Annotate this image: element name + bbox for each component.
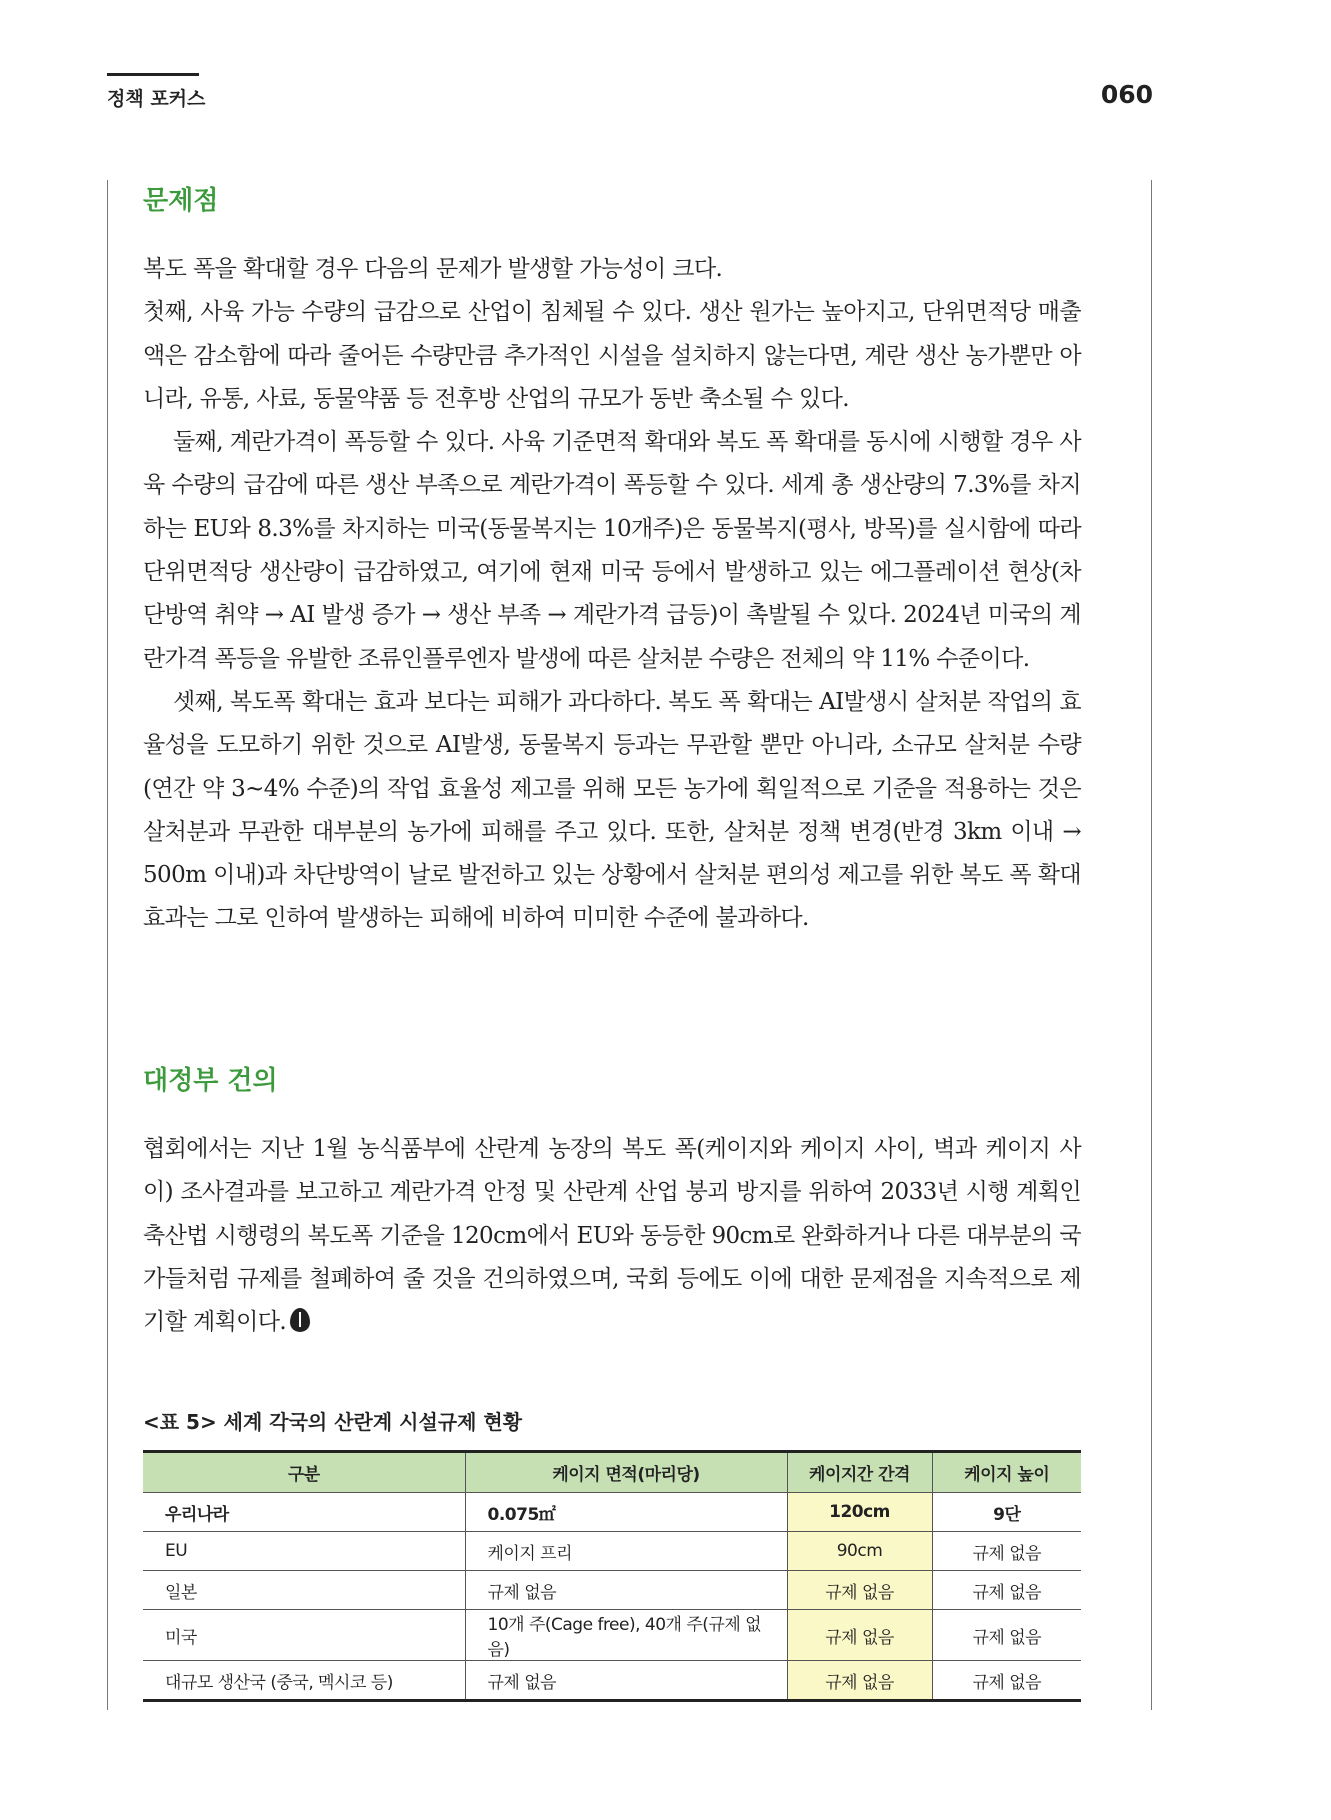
table-cell: 0.075㎡ [465,1493,787,1532]
problem-first: 첫째, 사육 가능 수량의 급감으로 산업이 침체될 수 있다. 생산 원가는 높아지고, 단위면적당 매출액은 감소함에 따라 줄어든 수량만큼 추가적인 시설을 설치하지 않는다면, 계란 생산 농가뿐만 아니라, 유통, 사료, 동물약품 등 전후방 산업의 규모가 동반 축소될 수 있다. [143,299,1081,412]
section-title-problems: 문제점 [143,186,219,216]
table-cell: 일본 [143,1571,465,1610]
table-cell: 90cm [787,1532,932,1571]
regulation-table [143,1450,1081,1702]
table-row [143,1571,1081,1610]
table-cell: 9단 [932,1493,1081,1532]
problem-second: 둘째, 계란가격이 폭등할 수 있다. 사육 기준면적 확대와 복도 폭 확대를 동시에 시행할 경우 사육 수량의 급감에 따른 생산 부족으로 계란가격이 폭등할 수 있다. 세계 총 생산량의 7.3%를 차지하는 EU와 8.3%를 차지하는 미국(동물복지는 10개주)은 동물복지(평사, 방목)를 실시함에 따라 단위면적당 생산량이 급감하였고, 여기에 현재 미국 등에서 발생하고 있는 에그플레이션 현상(차단방역 취약 → AI 발생 증가 → 생산 부족 → 계란가격 급등)이 촉발될 수 있다. 2024년 미국의 계란가격 폭등을 유발한 조류인플루엔자 발생에 따른 살처분 수량은 전체의 약 11% 수준이다. [143,429,1081,672]
table-cell: 우리나라 [143,1493,465,1532]
column-header: 케이지 면적(마리당) [465,1452,787,1493]
end-mark-icon [290,1308,310,1332]
column-header: 케이지간 간격 [787,1452,932,1493]
table-cell: 케이지 프리 [465,1532,787,1571]
table-header-row [143,1452,1081,1493]
table-cell: 규제 없음 [787,1610,932,1661]
table-cell: 규제 없음 [465,1661,787,1701]
column-header: 케이지 높이 [932,1452,1081,1493]
table-cell: 규제 없음 [932,1532,1081,1571]
table-cell: 미국 [143,1610,465,1661]
table-cell: 규제 없음 [932,1661,1081,1701]
table-cell: 120cm [787,1493,932,1532]
column-header: 구분 [143,1452,465,1493]
section-label: 정책 포커스 [107,88,206,110]
right-border-line [1151,180,1152,1710]
table-cell: 규제 없음 [465,1571,787,1610]
table-cell: 규제 없음 [932,1610,1081,1661]
table-cell: EU [143,1532,465,1571]
table-cell: 규제 없음 [787,1661,932,1701]
proposal-text: 협회에서는 지난 1월 농식품부에 산란계 농장의 복도 폭(케이지와 케이지 사이, 벽과 케이지 사이) 조사결과를 보고하고 계란가격 안정 및 산란계 산업 붕괴 방지를 위하여 2033년 시행 계획인 축산법 시행령의 복도폭 기준을 120cm에서 EU와 동등한 90cm로 완화하거나 다른 대부분의 국가들처럼 규제를 철폐하여 줄 것을 건의하였으며, 국회 등에도 이에 대한 문제점을 지속적으로 제기할 계획이다. [143,1136,1081,1336]
section-title-proposal: 대정부 건의 [143,1066,278,1096]
problem-third: 셋째, 복도폭 확대는 효과 보다는 피해가 과다하다. 복도 폭 확대는 AI발생시 살처분 작업의 효율성을 도모하기 위한 것으로 AI발생, 동물복지 등과는 무관할 뿐만 아니라, 소규모 살처분 수량(연간 약 3~4% 수준)의 작업 효율성 제고를 위해 모든 농가에 획일적으로 기준을 적용하는 것은 살처분과 무관한 대부분의 농가에 피해를 주고 있다. 또한, 살처분 정책 변경(반경 3km 이내 → 500m 이내)과 차단방역이 날로 발전하고 있는 상황에서 살처분 편의성 제고를 위한 복도 폭 확대 효과는 그로 인하여 발생하는 피해에 비하여 미미한 수준에 불과하다. [143,688,1081,932]
table-row [143,1661,1081,1701]
table-row [143,1532,1081,1571]
table-cell: 규제 없음 [932,1571,1081,1610]
table-row [143,1610,1081,1661]
proposal-body [143,1128,1081,1344]
proposal-paragraph [143,1128,1081,1344]
left-border-line [107,180,108,1710]
table-cell: 규제 없음 [787,1571,932,1610]
table-cell: 10개 주(Cage free), 40개 주(규제 없음) [465,1610,787,1661]
table-caption: <표 5> 세계 각국의 산란계 시설규제 현황 [143,1410,523,1434]
problems-body [143,248,1081,941]
problems-intro: 복도 폭을 확대할 경우 다음의 문제가 발생할 가능성이 크다. [143,256,723,282]
table-cell: 대규모 생산국 (중국, 멕시코 등) [143,1661,465,1701]
header-rule [107,73,199,76]
page-number: 060 [1100,80,1153,109]
table-row [143,1493,1081,1532]
